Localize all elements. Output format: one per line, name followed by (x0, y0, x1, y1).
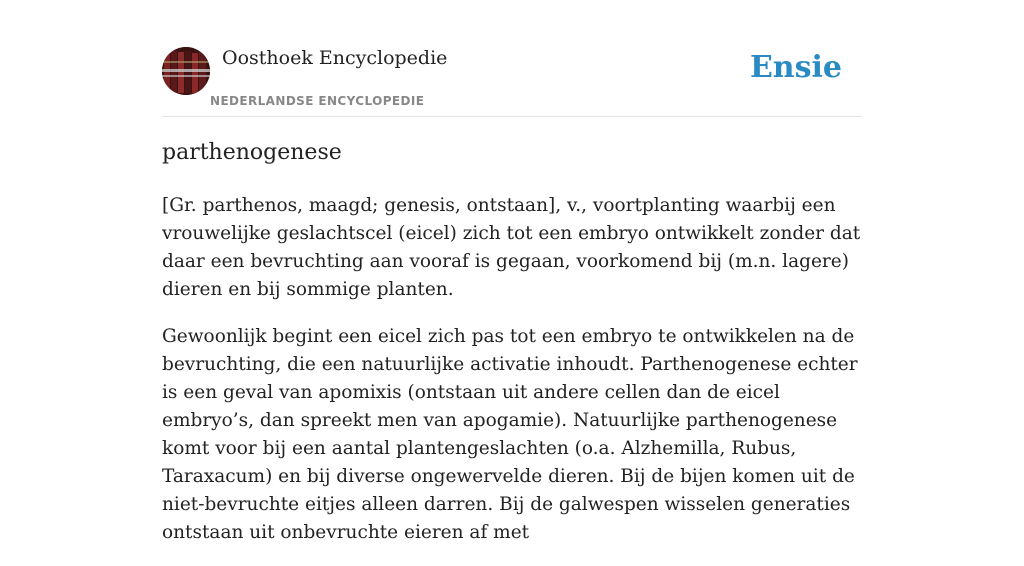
site-name[interactable]: Oosthoek Encyclopedie (222, 47, 448, 69)
article-paragraph: [Gr. parthenos, maagd; genesis, ontstaan], v., voortplanting waarbij een vrouwelijke geslachtscel (eicel) zich tot een embryo ontwikkelt zonder dat daar een bevruchting aan vooraf is gegaan, voorkomend bij (m.n. lagere) dieren en bij sommige planten. (162, 195, 861, 300)
books-image (162, 47, 210, 95)
article-title: parthenogenese (162, 140, 342, 165)
article-body (162, 192, 866, 566)
encyclopedia-books-icon[interactable] (162, 47, 210, 95)
site-subtitle: NEDERLANDSE ENCYCLOPEDIE (210, 94, 425, 108)
article-paragraph: Gewoonlijk begint een eicel zich pas tot een embryo te ontwikkelen na de bevruchting, die een natuurlijke activatie inhoudt. Parthenogenese echter is een geval van apomixis (ontstaan uit andere cellen dan de eicel embryo’s, dan spreekt men van apogamie). Natuurlijke parthenogenese komt voor bij een aantal plantengeslachten (o.a. Alzhemilla, Rubus, Taraxacum) en bij diverse ongewervelde dieren. Bij de bijen komen uit de niet-bevruchte eitjes alleen darren. Bij de galwespen wisselen generaties ontstaan uit onbevruchte eieren af met (162, 326, 858, 543)
ensie-logo[interactable]: Ensie (749, 50, 842, 85)
site-header (162, 44, 862, 117)
